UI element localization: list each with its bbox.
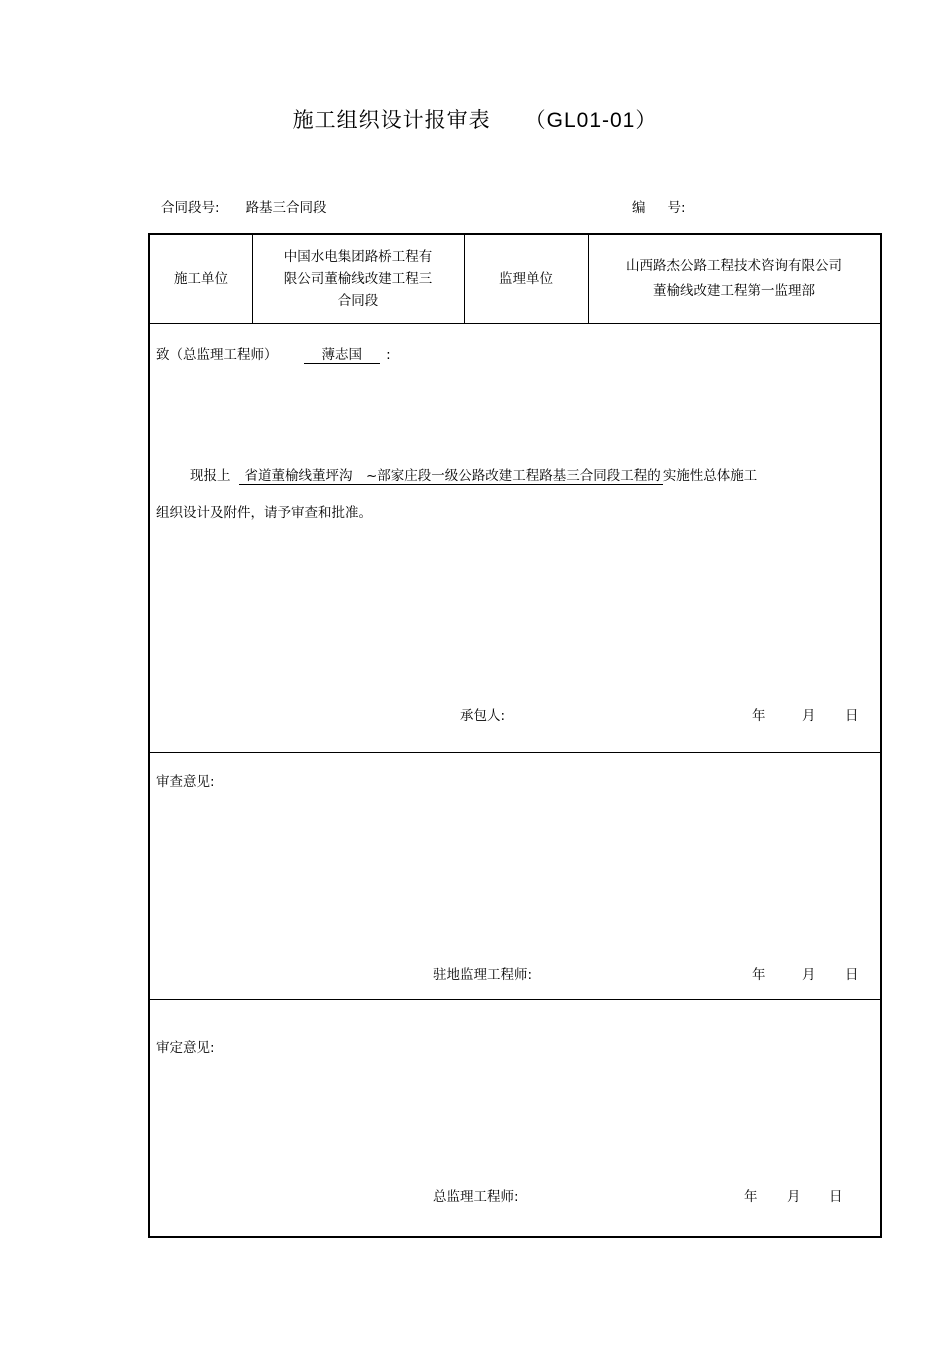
addressee-colon: : bbox=[386, 347, 391, 363]
addressee-name: 薄志国 bbox=[304, 343, 380, 364]
submission-suffix: 实施性总体施工 bbox=[662, 468, 758, 484]
submission-prefix: 现报上 bbox=[190, 468, 231, 484]
review-date-day: 日 bbox=[845, 967, 859, 983]
page-title bbox=[0, 104, 950, 134]
contract-section-info bbox=[161, 196, 327, 216]
resident-engineer-sign-label: 驻地监理工程师: bbox=[433, 967, 533, 983]
contractor-date-day: 日 bbox=[845, 708, 859, 724]
chief-engineer-sign-label: 总监理工程师: bbox=[433, 1189, 519, 1205]
approval-date-year: 年 bbox=[744, 1189, 758, 1205]
title-code: （GL01-01） bbox=[524, 109, 658, 132]
supervisor-value-line1: 山西路杰公路工程技术咨询有限公司 bbox=[626, 258, 842, 274]
title-name: 施工组织设计报审表 bbox=[292, 108, 491, 132]
supervisor-value-cell bbox=[588, 235, 880, 323]
submission-project-name: 省道董榆线董坪沟 ~部家庄段一级公路改建工程路基三合同段工程的 bbox=[239, 464, 663, 485]
approval-opinion-label: 审定意见: bbox=[156, 1040, 215, 1056]
contract-label: 合同段号: bbox=[161, 200, 220, 216]
submission-line-1 bbox=[190, 464, 757, 485]
approval-date-day: 日 bbox=[829, 1189, 843, 1205]
supervisor-label: 监理单位 bbox=[499, 271, 553, 287]
row-divider-3 bbox=[150, 999, 880, 1000]
approval-date-month: 月 bbox=[787, 1189, 801, 1205]
review-date-month: 月 bbox=[802, 967, 816, 983]
number-label-1: 编 bbox=[632, 200, 646, 216]
supervisor-label-cell bbox=[464, 235, 588, 323]
contractor-label: 施工单位 bbox=[174, 271, 228, 287]
contractor-sign-label: 承包人: bbox=[460, 708, 506, 724]
contract-value: 路基三合同段 bbox=[245, 200, 327, 216]
review-opinion-label: 审查意见: bbox=[156, 774, 215, 790]
addressee-label: 致（总监理工程师） bbox=[156, 347, 278, 363]
contractor-value-cell bbox=[252, 235, 464, 323]
contractor-label-cell bbox=[150, 235, 252, 323]
addressee-line bbox=[156, 343, 391, 364]
row-divider-2 bbox=[150, 752, 880, 753]
contractor-date-month: 月 bbox=[802, 708, 816, 724]
contractor-value-line2: 限公司董榆线改建工程三 bbox=[283, 271, 433, 287]
row-divider-1 bbox=[150, 323, 880, 324]
submission-line-2: 组织设计及附件，请予审查和批准。 bbox=[156, 505, 372, 521]
form-number-info bbox=[632, 196, 686, 216]
contractor-date-year: 年 bbox=[752, 708, 766, 724]
review-date-year: 年 bbox=[752, 967, 766, 983]
contractor-value-line3: 合同段 bbox=[337, 293, 379, 309]
contractor-value-line1: 中国水电集团路桥工程有 bbox=[283, 249, 433, 265]
approval-form-table bbox=[148, 233, 882, 1238]
number-label-2: 号: bbox=[667, 200, 686, 216]
supervisor-value-line2: 董榆线改建工程第一监理部 bbox=[653, 283, 815, 299]
